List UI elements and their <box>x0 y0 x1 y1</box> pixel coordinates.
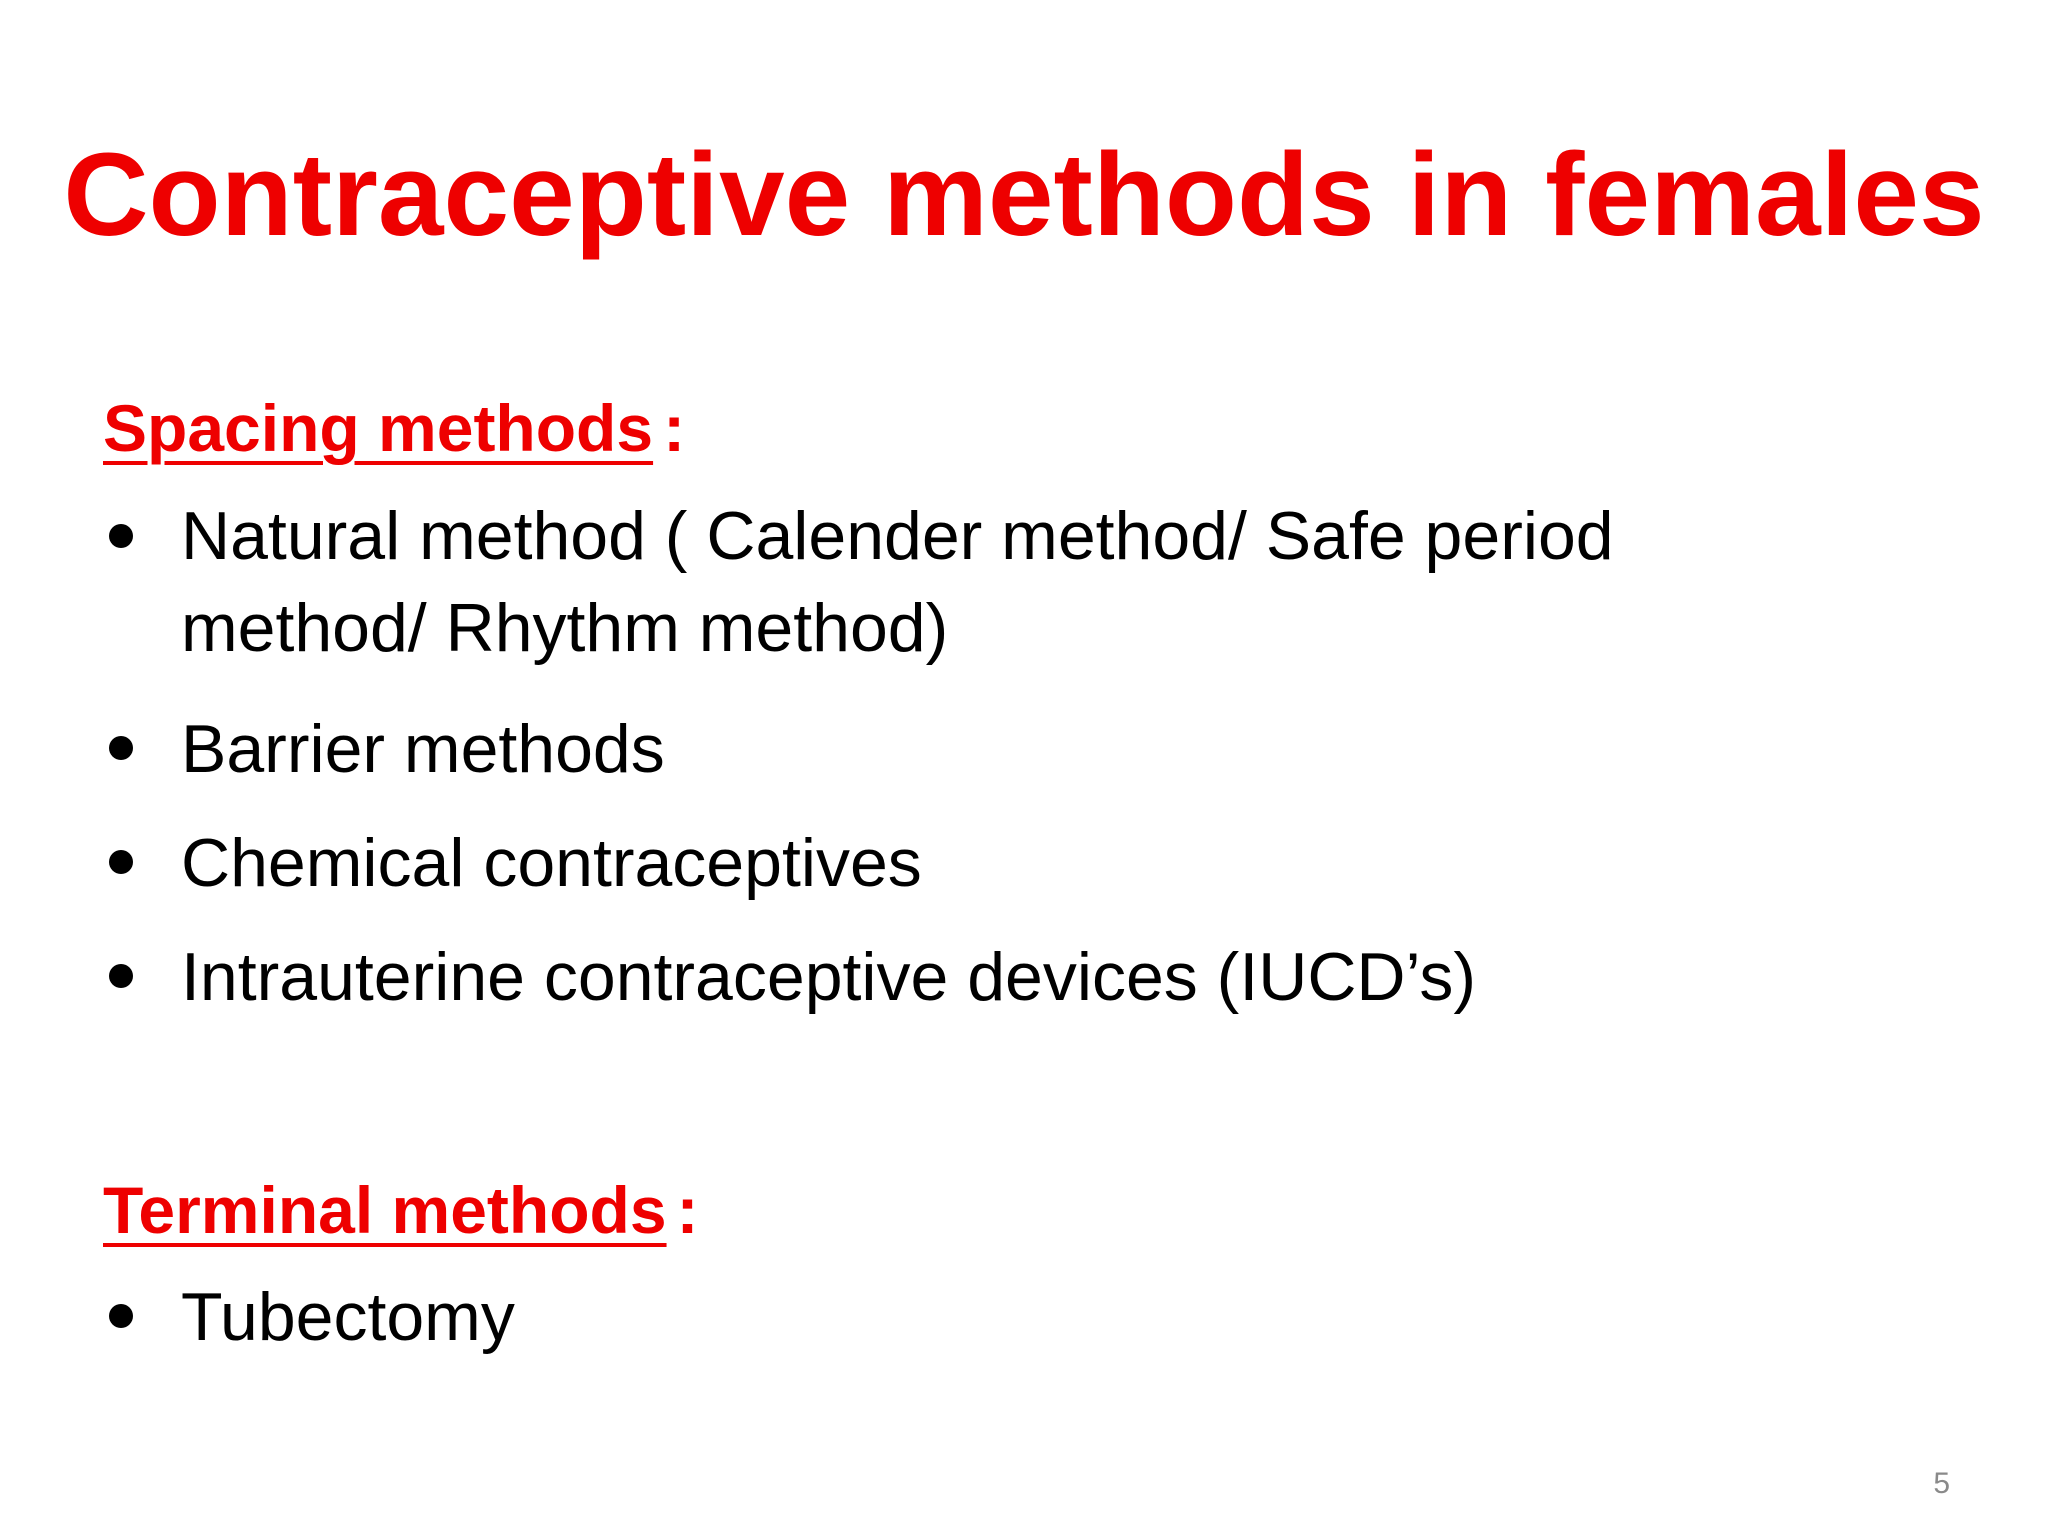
list-item-text: Barrier methods <box>181 711 665 787</box>
list-item <box>103 806 1923 920</box>
terminal-methods-heading-text: Terminal methods <box>103 1173 667 1247</box>
bullet-icon <box>109 1304 133 1328</box>
page-number: 5 <box>1933 1467 1950 1500</box>
spacing-methods-heading <box>103 388 685 468</box>
bullet-icon <box>109 850 133 874</box>
terminal-methods-heading <box>103 1170 699 1250</box>
spacing-methods-colon: : <box>663 391 686 465</box>
slide-title: Contraceptive methods in females <box>63 129 1985 261</box>
list-item <box>103 920 1923 1034</box>
bullet-icon <box>109 964 133 988</box>
terminal-methods-colon: : <box>676 1173 699 1247</box>
terminal-methods-list <box>103 1260 1923 1374</box>
list-item-text: Tubectomy <box>181 1279 515 1355</box>
list-item-text: Chemical contraceptives <box>181 825 922 901</box>
list-item-text: Natural method ( Calender method/ Safe period method/ Rhythm method) <box>181 498 1614 666</box>
bullet-icon <box>109 524 133 548</box>
list-item <box>103 1260 1923 1374</box>
bullet-icon <box>109 736 133 760</box>
spacing-methods-heading-text: Spacing methods <box>103 391 654 465</box>
list-item <box>103 692 1923 806</box>
spacing-methods-list <box>103 480 1923 1034</box>
list-item-text: Intrauterine contraceptive devices (IUCD’s) <box>181 939 1477 1015</box>
list-item <box>103 480 1923 692</box>
